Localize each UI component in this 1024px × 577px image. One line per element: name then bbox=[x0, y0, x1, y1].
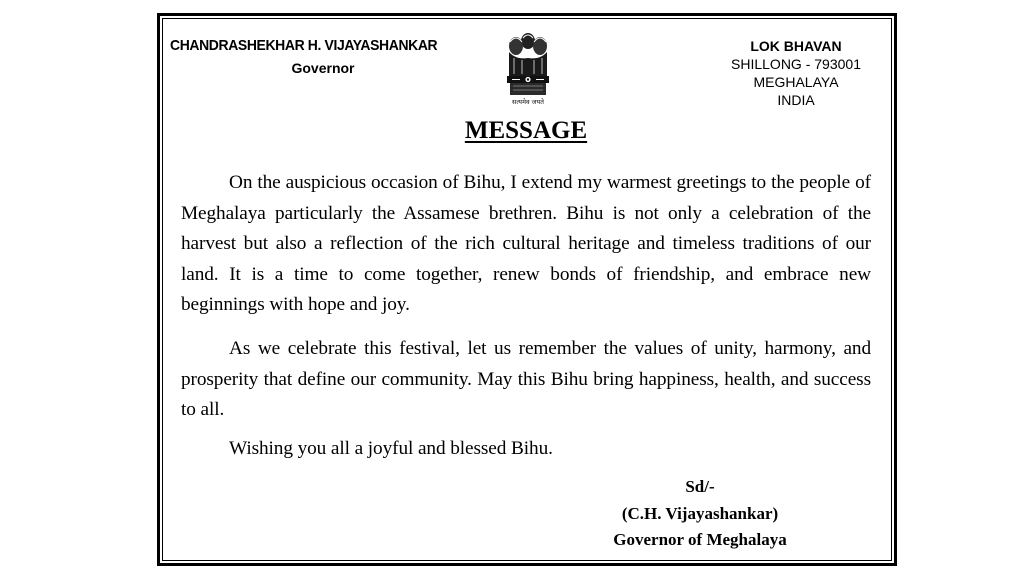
message-paragraph-1: On the auspicious occasion of Bihu, I extend my warmest greetings to the people of Meghalaya particularly the Assamese brethren. Bihu is not only a celebration of the harvest but also a reflection of the rich cultural heritage and timeless traditions of our land. It is a time to come together, renew bonds of friendship, and embrace new beginnings with hope and joy. bbox=[181, 172, 871, 315]
address-line-1: LOK BHAVAN bbox=[750, 38, 842, 54]
address-line-2: SHILLONG - 793001 bbox=[731, 56, 861, 72]
signature-name: (C.H. Vijayashankar) bbox=[621, 504, 779, 523]
message-paragraph-3: Wishing you all a joyful and blessed Bihu. bbox=[229, 438, 553, 459]
signature-title: Governor of Meghalaya bbox=[613, 530, 787, 549]
address-block bbox=[712, 37, 880, 109]
message-paragraph-2: As we celebrate this festival, let us remember the values of unity, harmony, and prosperity that define our community. May this Bihu bring happiness, health, and success to all. bbox=[181, 338, 871, 420]
message-heading: MESSAGE bbox=[464, 117, 588, 144]
address-line-3: MEGHALAYA bbox=[753, 74, 839, 90]
emblem-motto: सत्यमेव जयते bbox=[512, 98, 544, 106]
address-line-4: INDIA bbox=[777, 92, 815, 108]
governor-name: CHANDRASHEKHAR H. VIJAYASHANKAR bbox=[170, 37, 438, 54]
national-emblem-icon bbox=[500, 30, 556, 108]
signature-sd: Sd/- bbox=[685, 477, 715, 496]
governor-designation: Governor bbox=[291, 60, 355, 76]
